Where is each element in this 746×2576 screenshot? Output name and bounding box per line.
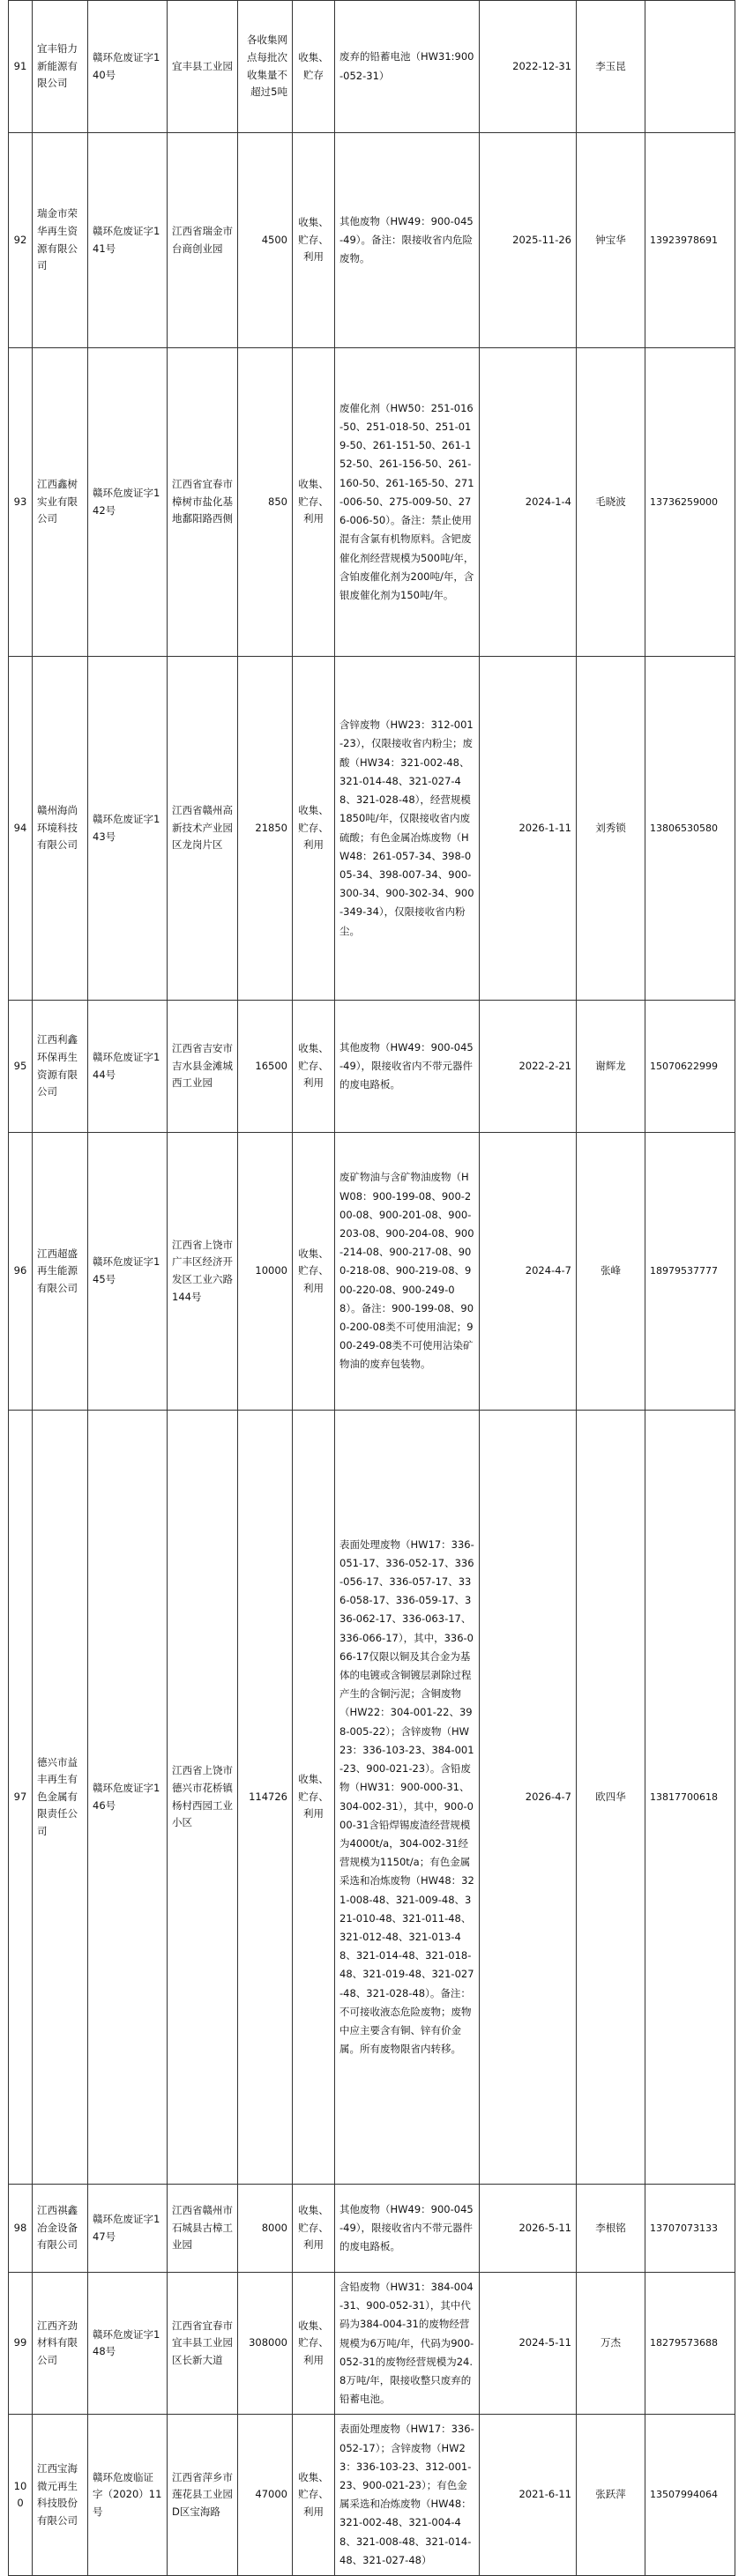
contact-phone: 13817700618: [645, 1411, 735, 2185]
operation-scope: 收集、贮存、利用: [293, 1411, 335, 2185]
waste-categories: 废催化剂（HW50：251-016-50、251-018-50、251-019-50、261-151-50、261-152-50、261-156-50、261-160-50、261-165-50、271-006-50、275-009-50、276-006-50）。备注：禁止使用混有含氯有机物原料。含钯废催化剂经营规模为500吨/年，含铂废催化剂为200吨/年，含银废催化剂为150吨/年。: [335, 348, 480, 657]
company-name: 赣州海尚环境科技有限公司: [33, 657, 88, 1001]
operation-scope: 收集、贮存、利用: [293, 133, 335, 348]
company-address: 江西省宜春市宜丰县工业园区长新大道: [168, 2273, 238, 2415]
capacity: 10000: [238, 1133, 293, 1411]
contact-phone: 13806530580: [645, 657, 735, 1001]
company-address: 江西省上饶市德兴市花桥镇杨村西园工业小区: [168, 1411, 238, 2185]
capacity: 850: [238, 348, 293, 657]
operation-scope: 收集、贮存、利用: [293, 1133, 335, 1411]
company-name: 江西超盛再生能源有限公司: [33, 1133, 88, 1411]
waste-categories: 其他废物（HW49：900-045-49），限接收省内不带元器件的废电路板。: [335, 1001, 480, 1133]
operation-scope: 收集、贮存、利用: [293, 657, 335, 1001]
table-row: [9, 348, 735, 657]
contact-phone: 13736259000: [645, 348, 735, 657]
waste-categories: 废弃的铅蓄电池（HW31:900-052-31）: [335, 1, 480, 133]
table-row: [9, 133, 735, 348]
waste-categories: 其他废物（HW49：900-045-49），限接收省内不带元器件的废电路板。: [335, 2185, 480, 2273]
capacity: 各收集网点每批次收集量不超过5吨: [238, 1, 293, 133]
table-row: [9, 2185, 735, 2273]
contact-phone: 13923978691: [645, 133, 735, 348]
license-number: 赣环危废临证字（2020）11号: [88, 2415, 168, 2576]
license-table: [8, 0, 735, 2576]
license-number: 赣环危废证字147号: [88, 2185, 168, 2273]
table-row: [9, 2415, 735, 2576]
company-address: 江西省宜春市樟树市盐化基地鄱阳路西侧: [168, 348, 238, 657]
contact-person: 谢辉龙: [577, 1001, 645, 1133]
operation-scope: 收集、贮存、利用: [293, 1001, 335, 1133]
license-table-body: [9, 1, 735, 2576]
company-name: 江西宝海微元再生科技股份有限公司: [33, 2415, 88, 2576]
license-number: 赣环危废证字142号: [88, 348, 168, 657]
company-address: 江西省吉安市吉水县金滩城西工业园: [168, 1001, 238, 1133]
contact-phone: 15070622999: [645, 1001, 735, 1133]
capacity: 16500: [238, 1001, 293, 1133]
expiry-date: 2026-5-11: [480, 2185, 577, 2273]
waste-categories: 表面处理废物（HW17：336-052-17）；含锌废物（HW23：336-103-23、312-001-23、900-021-23）；有色金属采选和冶炼废物（HW48：321-002-48、321-004-48、321-008-48、321-014-48、321-027-48）: [335, 2415, 480, 2576]
waste-categories: 表面处理废物（HW17：336-051-17、336-052-17、336-056-17、336-057-17、336-058-17、336-059-17、336-062-17、336-063-17、336-066-17），其中，336-066-17仅限以铜及其合金为基体的电镀或含铜镀层剥除过程产生的含铜污泥；含铜废物（HW22：304-001-22、398-005-22）；含锌废物（HW23：336-103-23、384-001-23、900-021-23）。含铅废物（HW31：900-000-31、304-002-31），其中，900-000-31含铅焊锡废渣经营规模为4000t/a，304-002-31经营规模为1150t/a；有色金属采选和冶炼废物（HW48：321-008-48、321-009-48、321-010-48、321-011-48、321-012-48、321-013-48、321-014-48、321-018-48、321-019-48、321-027-48、321-028-48）。备注：不可接收液态危险废物；废物中应主要含有铜、锌有价金属。所有废物限省内转移。: [335, 1411, 480, 2185]
license-number: 赣环危废证字141号: [88, 133, 168, 348]
row-number: 96: [9, 1133, 33, 1411]
contact-phone: 13507994064: [645, 2415, 735, 2576]
capacity: 114726: [238, 1411, 293, 2185]
row-number: 100: [9, 2415, 33, 2576]
license-number: 赣环危废证字143号: [88, 657, 168, 1001]
contact-person: 毛晓波: [577, 348, 645, 657]
table-row: [9, 1133, 735, 1411]
company-name: 江西齐劲材料有限公司: [33, 2273, 88, 2415]
company-address: 江西省萍乡市莲花县工业园D区宝海路: [168, 2415, 238, 2576]
row-number: 91: [9, 1, 33, 133]
row-number: 98: [9, 2185, 33, 2273]
license-number: 赣环危废证字144号: [88, 1001, 168, 1133]
company-name: 江西利鑫环保再生资源有限公司: [33, 1001, 88, 1133]
operation-scope: 收集、贮存、利用: [293, 2185, 335, 2273]
company-address: 宜丰县工业园: [168, 1, 238, 133]
capacity: 8000: [238, 2185, 293, 2273]
operation-scope: 收集、贮存、利用: [293, 348, 335, 657]
operation-scope: 收集、贮存: [293, 1, 335, 133]
expiry-date: 2022-12-31: [480, 1, 577, 133]
expiry-date: 2022-2-21: [480, 1001, 577, 1133]
contact-phone: [645, 1, 735, 133]
row-number: 97: [9, 1411, 33, 2185]
capacity: 21850: [238, 657, 293, 1001]
waste-categories: 废矿物油与含矿物油废物（HW08：900-199-08、900-200-08、900-201-08、900-203-08、900-204-08、900-214-08、900-217-08、900-218-08、900-219-08、900-220-08、900-249-08）。备注：900-199-08、900-200-08类不可使用油泥；900-249-08类不可使用沾染矿物油的废弃包装物。: [335, 1133, 480, 1411]
row-number: 95: [9, 1001, 33, 1133]
contact-person: 张跃萍: [577, 2415, 645, 2576]
waste-categories: 含铅废物（HW31：384-004-31、900-052-31），其中代码为384-004-31的废物经营规模为6万吨/年，代码为900-052-31的废物经营规模为24.8万吨/年，限接收整只废弃的铅蓄电池。: [335, 2273, 480, 2415]
operation-scope: 收集、贮存、利用: [293, 2415, 335, 2576]
contact-person: 张峰: [577, 1133, 645, 1411]
company-name: 宜丰铅力新能源有限公司: [33, 1, 88, 133]
license-number: 赣环危废证字146号: [88, 1411, 168, 2185]
contact-person: 欧四华: [577, 1411, 645, 2185]
company-name: 瑞金市荣华再生资源有限公司: [33, 133, 88, 348]
waste-categories: 含锌废物（HW23：312-001-23），仅限接收省内粉尘；废酸（HW34：321-002-48、321-014-48、321-027-48、321-028-48），经营规模1850吨/年，仅限接收省内废硫酸；有色金属冶炼废物（HW48：261-057-34、398-005-34、398-007-34、900-300-34、900-302-34、900-349-34），仅限接收省内粉尘。: [335, 657, 480, 1001]
company-address: 江西省赣州市石城县古樟工业园: [168, 2185, 238, 2273]
license-number: 赣环危废证字140号: [88, 1, 168, 133]
contact-phone: 18279573688: [645, 2273, 735, 2415]
row-number: 93: [9, 348, 33, 657]
contact-person: 李玉昆: [577, 1, 645, 133]
row-number: 99: [9, 2273, 33, 2415]
table-row: [9, 1001, 735, 1133]
operation-scope: 收集、贮存、利用: [293, 2273, 335, 2415]
waste-categories: 其他废物（HW49：900-045-49）。备注：限接收省内危险废物。: [335, 133, 480, 348]
company-address: 江西省瑞金市台商创业园: [168, 133, 238, 348]
table-row: [9, 657, 735, 1001]
table-row: [9, 1, 735, 133]
company-address: 江西省上饶市广丰区经济开发区工业六路144号: [168, 1133, 238, 1411]
company-name: 江西祺鑫冶金设备有限公司: [33, 2185, 88, 2273]
contact-person: 刘秀锁: [577, 657, 645, 1001]
table-row: [9, 1411, 735, 2185]
company-name: 德兴市益丰再生有色金属有限责任公司: [33, 1411, 88, 2185]
license-number: 赣环危废证字148号: [88, 2273, 168, 2415]
expiry-date: 2024-1-4: [480, 348, 577, 657]
capacity: 308000: [238, 2273, 293, 2415]
row-number: 94: [9, 657, 33, 1001]
contact-phone: 13707073133: [645, 2185, 735, 2273]
expiry-date: 2025-11-26: [480, 133, 577, 348]
table-row: [9, 2273, 735, 2415]
expiry-date: 2026-1-11: [480, 657, 577, 1001]
company-name: 江西鑫树实业有限公司: [33, 348, 88, 657]
expiry-date: 2024-4-7: [480, 1133, 577, 1411]
expiry-date: 2026-4-7: [480, 1411, 577, 2185]
contact-phone: 18979537777: [645, 1133, 735, 1411]
contact-person: 李根铭: [577, 2185, 645, 2273]
license-number: 赣环危废证字145号: [88, 1133, 168, 1411]
expiry-date: 2024-5-11: [480, 2273, 577, 2415]
contact-person: 钟宝华: [577, 133, 645, 348]
contact-person: 万杰: [577, 2273, 645, 2415]
company-address: 江西省赣州高新技术产业园区龙岗片区: [168, 657, 238, 1001]
row-number: 92: [9, 133, 33, 348]
capacity: 4500: [238, 133, 293, 348]
expiry-date: 2021-6-11: [480, 2415, 577, 2576]
capacity: 47000: [238, 2415, 293, 2576]
